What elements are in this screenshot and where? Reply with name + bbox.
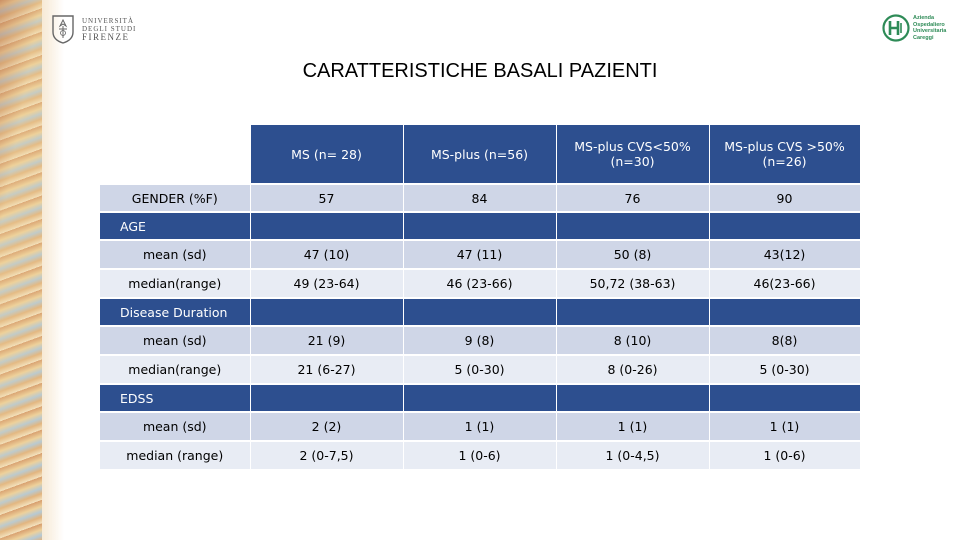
section-cell <box>556 298 709 326</box>
slide-title: CARATTERISTICHE BASALI PAZIENTI <box>302 60 658 82</box>
careggi-name-line-3: Universitaria <box>913 28 947 34</box>
table-row <box>100 412 860 441</box>
table-cell: 5 (0-30) <box>403 355 556 384</box>
section-row <box>100 212 860 240</box>
column-header: MS-plus (n=56) <box>403 125 556 184</box>
table-cell: 43(12) <box>709 240 860 269</box>
section-label: AGE <box>100 212 250 240</box>
table-cell: 8(8) <box>709 326 860 355</box>
header-corner-cell <box>100 125 250 184</box>
careggi-name <box>913 15 946 41</box>
table-cell: 2 (0-7,5) <box>250 441 403 470</box>
table-cell: 84 <box>403 184 556 212</box>
university-name <box>82 17 136 41</box>
table-cell: 50 (8) <box>556 240 709 269</box>
table-cell: 5 (0-30) <box>709 355 860 384</box>
table-row <box>100 184 860 212</box>
table-cell: 76 <box>556 184 709 212</box>
section-cell <box>250 298 403 326</box>
table-cell: 1 (1) <box>556 412 709 441</box>
table-cell: 1 (0-4,5) <box>556 441 709 470</box>
table-row <box>100 355 860 384</box>
section-label: Disease Duration <box>100 298 250 326</box>
table-cell: 9 (8) <box>403 326 556 355</box>
table-cell: 21 (6-27) <box>250 355 403 384</box>
baseline-characteristics-table <box>100 125 861 471</box>
section-row <box>100 384 860 412</box>
careggi-name-line-4: Careggi <box>913 34 934 41</box>
row-label: mean (sd) <box>100 326 250 355</box>
section-cell <box>709 298 860 326</box>
table-cell: 1 (1) <box>403 412 556 441</box>
row-label: mean (sd) <box>100 412 250 441</box>
section-cell <box>709 384 860 412</box>
table-cell: 8 (10) <box>556 326 709 355</box>
section-cell <box>556 212 709 240</box>
table-row <box>100 326 860 355</box>
column-header: MS (n= 28) <box>250 125 403 184</box>
table-cell: 1 (0-6) <box>403 441 556 470</box>
university-name-line-3: FIRENZE <box>82 32 130 42</box>
table-cell: 47 (10) <box>250 240 403 269</box>
table-row <box>100 269 860 298</box>
column-header: MS-plus CVS >50% (n=26) <box>709 125 860 184</box>
section-cell <box>403 212 556 240</box>
row-label: median(range) <box>100 355 250 384</box>
table-cell: 2 (2) <box>250 412 403 441</box>
table-cell: 50,72 (38-63) <box>556 269 709 298</box>
table-cell: 1 (0-6) <box>709 441 860 470</box>
careggi-name-line-2: Ospedaliero <box>913 21 945 28</box>
table-cell: 8 (0-26) <box>556 355 709 384</box>
section-cell <box>403 384 556 412</box>
careggi-hospital-icon <box>882 14 910 42</box>
university-name-line-1: UNIVERSITÀ <box>82 17 134 25</box>
section-cell <box>403 298 556 326</box>
table-row <box>100 240 860 269</box>
table-cell: 1 (1) <box>709 412 860 441</box>
table-cell: 46(23-66) <box>709 269 860 298</box>
careggi-logo <box>882 14 946 42</box>
table-cell: 49 (23-64) <box>250 269 403 298</box>
row-label: mean (sd) <box>100 240 250 269</box>
section-cell <box>250 384 403 412</box>
section-cell <box>709 212 860 240</box>
section-label: EDSS <box>100 384 250 412</box>
row-label: GENDER (%F) <box>100 184 250 212</box>
section-cell <box>556 384 709 412</box>
university-seal-icon <box>50 14 76 44</box>
table-row <box>100 441 860 470</box>
table-cell: 90 <box>709 184 860 212</box>
row-label: median (range) <box>100 441 250 470</box>
section-row <box>100 298 860 326</box>
university-logo <box>50 13 136 45</box>
section-cell <box>250 212 403 240</box>
table-cell: 57 <box>250 184 403 212</box>
column-header: MS-plus CVS<50% (n=30) <box>556 125 709 184</box>
table-cell: 21 (9) <box>250 326 403 355</box>
university-name-line-2: DEGLI STUDI <box>82 25 137 33</box>
table-cell: 47 (11) <box>403 240 556 269</box>
table-cell: 46 (23-66) <box>403 269 556 298</box>
row-label: median(range) <box>100 269 250 298</box>
careggi-name-line-1: Azienda <box>913 15 935 21</box>
table-header-row <box>100 125 860 184</box>
